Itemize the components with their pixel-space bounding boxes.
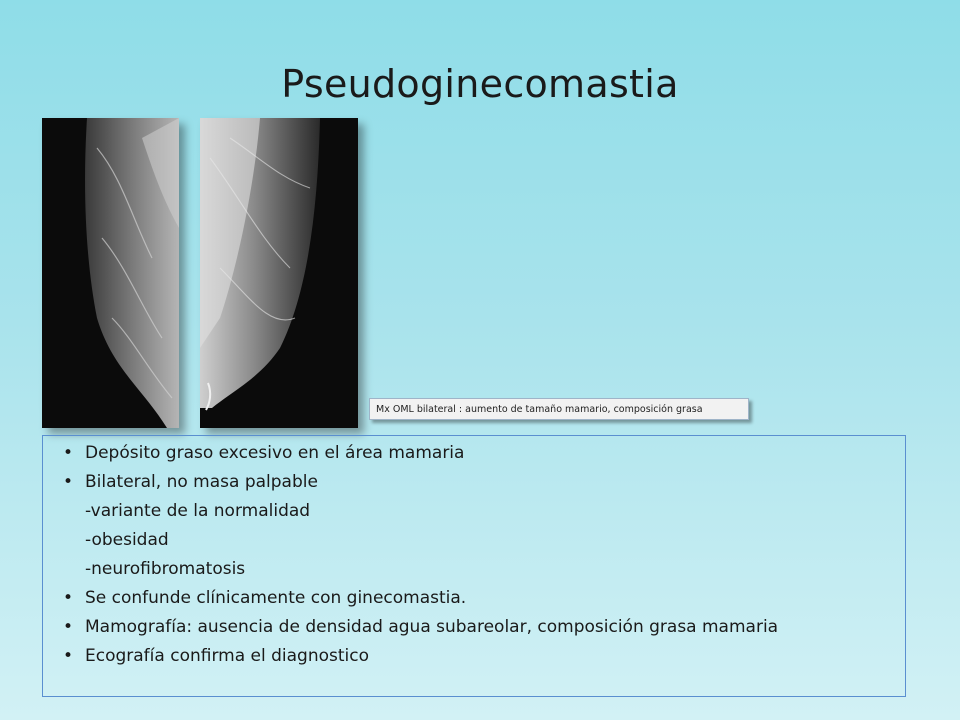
mammogram-left-image <box>42 118 179 428</box>
list-item <box>61 442 891 464</box>
list-item <box>61 500 891 522</box>
bullet-marker: • <box>63 588 74 608</box>
list-item <box>61 645 891 667</box>
list-item-text: Mamografía: ausencia de densidad agua subareolar, composición grasa mamaria <box>85 617 779 637</box>
list-item <box>61 529 891 551</box>
list-item-text: -variante de la normalidad <box>85 501 311 521</box>
bullet-marker: • <box>63 443 74 463</box>
slide-title: Pseudoginecomastia <box>281 62 679 106</box>
bullet-marker: • <box>63 646 74 666</box>
list-item <box>61 587 891 609</box>
mammogram-right-image <box>200 118 358 428</box>
list-item-text: -obesidad <box>85 530 169 550</box>
list-item-text: Depósito graso excesivo en el área mamaria <box>85 443 465 463</box>
bullet-marker: • <box>63 472 74 492</box>
bullet-marker: • <box>63 617 74 637</box>
list-item-text: Se confunde clínicamente con ginecomastia. <box>85 588 467 608</box>
list-item <box>61 616 891 638</box>
image-caption: Mx OML bilateral : aumento de tamaño mamario, composición grasa <box>369 398 749 420</box>
list-item-text: Ecografía confirma el diagnostico <box>85 646 369 666</box>
list-item <box>61 471 891 493</box>
list-item-text: Bilateral, no masa palpable <box>85 472 318 492</box>
list-item <box>61 558 891 580</box>
bullet-list <box>43 436 905 667</box>
content-box <box>42 435 906 697</box>
list-item-text: -neurofibromatosis <box>85 559 246 579</box>
